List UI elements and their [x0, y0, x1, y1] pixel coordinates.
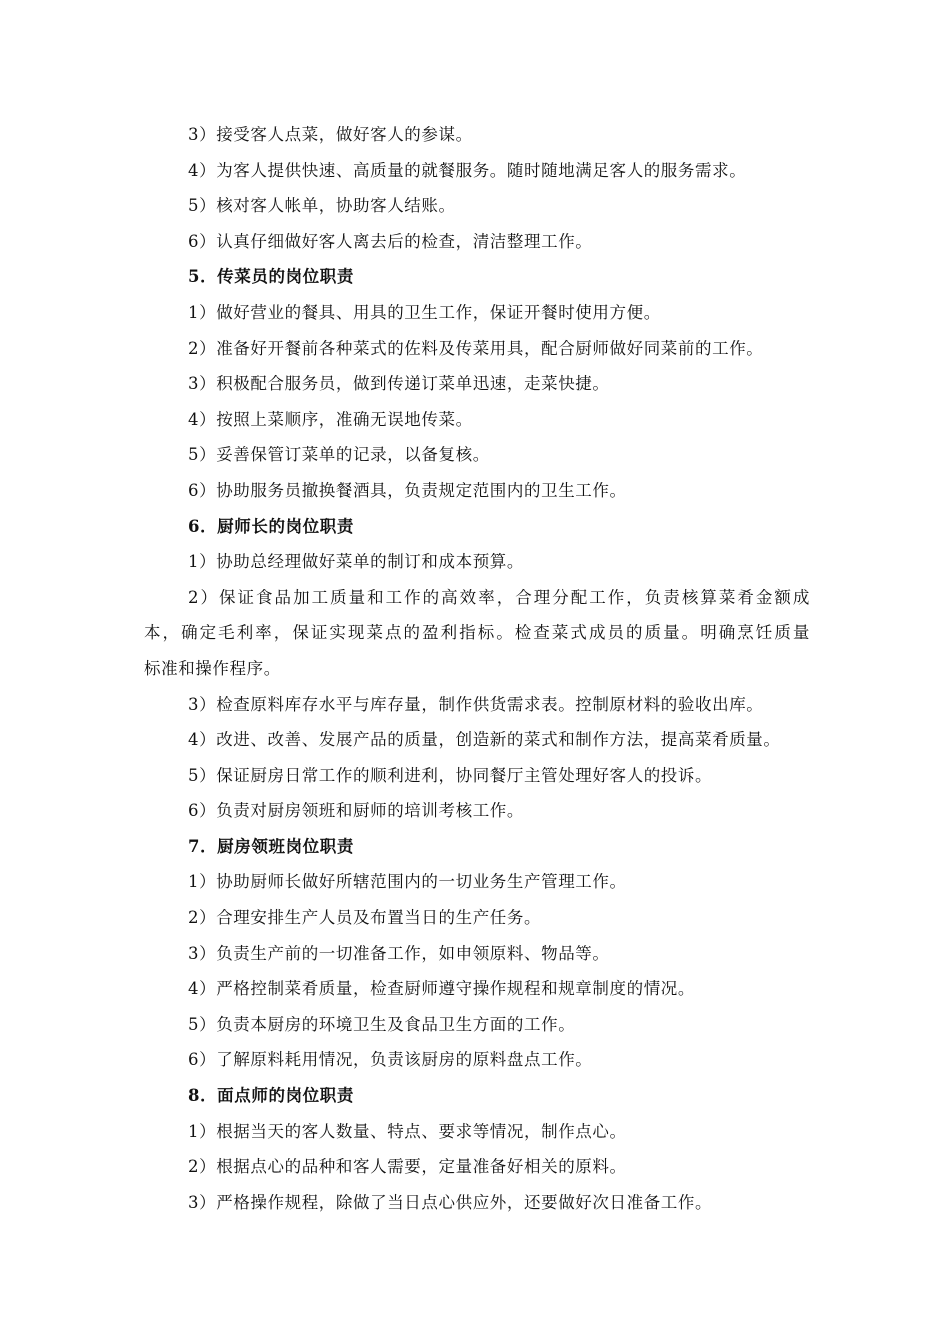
list-item: 4）改进、改善、发展产品的质量，创造新的菜式和制作方法，提高菜肴质量。	[188, 730, 781, 750]
list-item: 4）为客人提供快速、高质量的就餐服务。随时随地满足客人的服务需求。	[188, 160, 747, 180]
list-item: 5）保证厨房日常工作的顺利进利，协同餐厅主管处理好客人的投诉。	[188, 765, 713, 785]
list-item: 3）积极配合服务员，做到传递订菜单迅速，走菜快捷。	[188, 374, 610, 394]
list-item: 3）检查原料库存水平与库存量，制作供货需求表。控制原材料的验收出库。	[188, 694, 764, 714]
list-item: 2）准备好开餐前各种菜式的佐料及传菜用具，配合厨师做好同菜前的工作。	[188, 338, 764, 358]
list-item: 5）妥善保管订菜单的记录，以备复核。	[188, 445, 490, 465]
list-item: 1）协助厨师长做好所辖范围内的一切业务生产管理工作。	[188, 872, 627, 892]
list-item: 3）严格操作规程，除做了当日点心供应外，还要做好次日准备工作。	[188, 1192, 713, 1212]
list-item: 3）接受客人点菜，做好客人的参谋。	[188, 125, 473, 144]
list-item: 6）协助服务员撤换餐酒具，负责规定范围内的卫生工作。	[188, 480, 627, 500]
list-item: 2）合理安排生产人员及布置当日的生产任务。	[188, 908, 542, 928]
list-item: 1）根据当天的客人数量、特点、要求等情况，制作点心。	[188, 1121, 627, 1141]
section-heading: 6．厨师长的岗位职责	[188, 516, 354, 536]
list-item: 3）负责生产前的一切准备工作，如申领原料、物品等。	[188, 943, 610, 963]
list-item: 5）核对客人帐单，协助客人结账。	[188, 196, 456, 216]
list-item: 2）根据点心的品种和客人需要，定量准备好相关的原料。	[188, 1157, 627, 1177]
list-item: 6）认真仔细做好客人离去后的检查，清洁整理工作。	[188, 231, 593, 251]
list-item: 1）做好营业的餐具、用具的卫生工作，保证开餐时使用方便。	[188, 302, 661, 322]
list-item: 2）保证食品加工质量和工作的高效率，合理分配工作，负责核算菜肴金额成	[188, 587, 810, 607]
list-item: 4）严格控制菜肴质量，检查厨师遵守操作规程和规章制度的情况。	[188, 979, 695, 999]
list-item: 5）负责本厨房的环境卫生及食品卫生方面的工作。	[188, 1014, 576, 1034]
list-item: 4）按照上菜顺序，准确无误地传菜。	[188, 409, 473, 429]
list-item: 1）协助总经理做好菜单的制订和成本预算。	[188, 552, 524, 572]
section-heading: 7．厨房领班岗位职责	[188, 836, 354, 856]
document-body	[144, 117, 810, 1220]
section-heading: 8．面点师的岗位职责	[188, 1086, 354, 1106]
paragraph-continuation: 标准和操作程序。	[144, 658, 281, 678]
list-item: 6）负责对厨房领班和厨师的培训考核工作。	[188, 801, 524, 821]
paragraph-continuation: 本，确定毛利率，保证实现菜点的盈利指标。检查菜式成员的质量。明确烹饪质量	[144, 623, 810, 643]
list-item: 6）了解原料耗用情况，负责该厨房的原料盘点工作。	[188, 1050, 593, 1070]
section-heading: 5．传菜员的岗位职责	[188, 267, 354, 287]
